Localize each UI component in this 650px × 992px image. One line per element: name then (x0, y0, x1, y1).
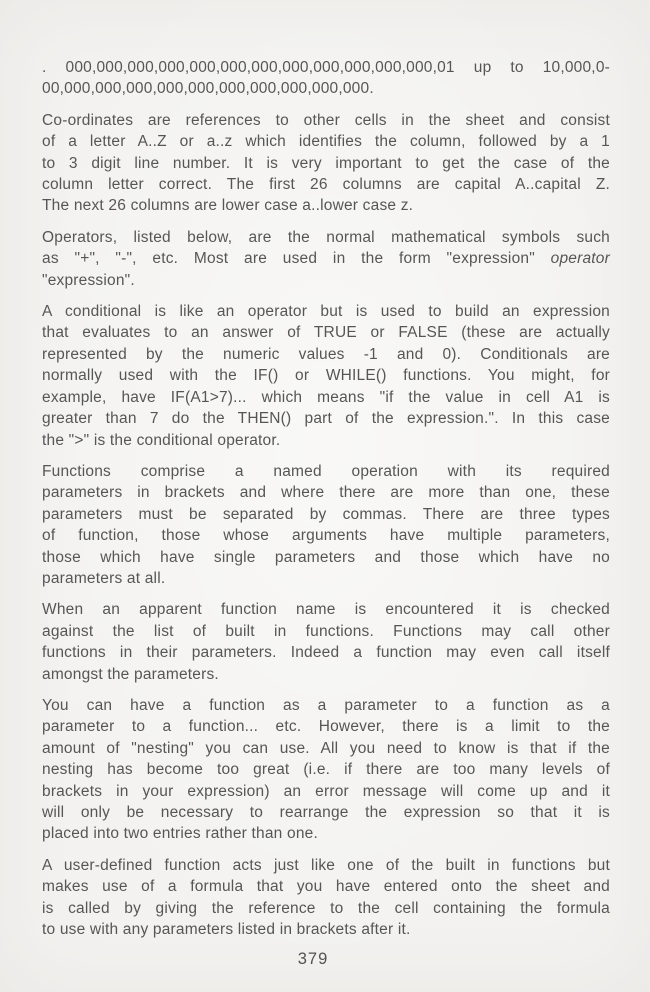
text-segment: amongst the parameters. (42, 665, 219, 683)
text-line (42, 78, 610, 99)
text-line (42, 823, 610, 844)
text-line (42, 387, 610, 408)
text-segment: of function, those whose arguments have multiple parameters, (42, 527, 610, 545)
text-segment: You can have a function as a parameter to a function as a (42, 696, 610, 714)
text-line (42, 738, 610, 759)
text-line (42, 195, 610, 216)
paragraph (42, 301, 610, 451)
text-segment: example, have IF(A1>7)... which means "if the value in cell A1 is (42, 388, 610, 406)
text-segment: placed into two entries rather than one. (42, 825, 318, 843)
text-segment: parameters at all. (42, 569, 166, 587)
text-segment: When an apparent function name is encountered it is checked (42, 601, 610, 619)
text-line (42, 110, 610, 131)
text-line (42, 344, 610, 365)
text-line (42, 759, 610, 780)
text-line (42, 525, 610, 546)
text-segment: against the list of built in functions. Functions may call other (42, 622, 610, 640)
text-segment: nesting has become too great (i.e. if there are too many levels of (42, 761, 610, 779)
text-line (42, 322, 610, 343)
text-segment: Co-ordinates are references to other cells in the sheet and consist (42, 111, 610, 129)
text-line (42, 248, 610, 269)
text-segment: of a letter A..Z or a..z which identifies the column, followed by a 1 (42, 133, 610, 151)
text-line (42, 898, 610, 919)
text-segment: as "+", "-", etc. Most are used in the form "expression" (42, 250, 551, 268)
paragraph (42, 599, 610, 685)
text-line (42, 301, 610, 322)
text-line (42, 599, 610, 620)
text-line (42, 153, 610, 174)
text-segment: greater than 7 do the THEN() part of the expression.". In this case (42, 410, 610, 428)
text-segment: brackets in your expression) an error message will come up and it (42, 782, 610, 800)
text-segment: parameters in brackets and where there are more than one, these (42, 484, 610, 502)
text-line (42, 461, 610, 482)
text-segment: to use with any parameters listed in brackets after it. (42, 921, 411, 939)
text-line (42, 695, 610, 716)
text-line (42, 547, 610, 568)
text-line (42, 855, 610, 876)
text-line (42, 270, 610, 291)
text-line (42, 642, 610, 663)
text-segment: the ">" is the conditional operator. (42, 431, 281, 449)
text-segment: "expression". (42, 271, 135, 289)
text-segment: normally used with the IF() or WHILE() functions. You might, for (42, 367, 610, 385)
text-segment: . 000,000,000,000,000,000,000,000,000,000,000,000,01 up to 10,000,0- (42, 59, 610, 76)
text-line (42, 131, 610, 152)
text-segment: is called by giving the reference to the cell containing the formula (42, 899, 610, 917)
text-line (42, 408, 610, 429)
paragraph (42, 461, 610, 589)
text-line (42, 174, 610, 195)
text-line (42, 876, 610, 897)
text-line (42, 482, 610, 503)
text-segment: makes use of a formula that you have entered onto the sheet and (42, 878, 610, 896)
text-segment: will only be necessary to rearrange the expression so that it is (42, 804, 610, 821)
text-line (42, 227, 610, 248)
page-number: 379 (297, 950, 329, 969)
text-line (42, 716, 610, 737)
text-line (42, 430, 610, 451)
text-segment: parameters must be separated by commas. There are three types (42, 505, 610, 523)
text-segment: those which have single parameters and those which have no (42, 548, 610, 566)
paragraph (42, 227, 610, 291)
text-segment: column letter correct. The first 26 columns are capital A..capital Z. (42, 176, 610, 194)
text-segment: parameter to a function... etc. However, there is a limit to the (42, 718, 610, 736)
text-segment: represented by the numeric values -1 and 0). Conditionals are (42, 345, 610, 363)
text-line (42, 57, 610, 78)
text-line (42, 664, 610, 685)
text-segment: functions in their parameters. Indeed a function may even call itself (42, 644, 610, 662)
text-segment: A user-defined function acts just like one of the built in functions but (42, 856, 610, 874)
text-segment: 00,000,000,000,000,000,000,000,000,000,000. (42, 80, 374, 98)
text-line (42, 919, 610, 940)
text-line (42, 504, 610, 525)
text-segment: The next 26 columns are lower case a..lower case z. (42, 197, 414, 215)
text-line (42, 621, 610, 642)
paragraph (42, 57, 610, 100)
paragraph (42, 110, 610, 217)
text-line (42, 802, 610, 823)
text-segment: amount of "nesting" you can use. All you need to know is that if the (42, 739, 610, 757)
text-segment: Operators, listed below, are the normal mathematical symbols such (42, 228, 610, 246)
italic-text-segment: operator (550, 250, 610, 268)
page-text-body (42, 57, 610, 940)
text-line (42, 365, 610, 386)
text-line (42, 781, 610, 802)
text-segment: A conditional is like an operator but is used to build an expression (42, 303, 610, 321)
text-segment: Functions comprise a named operation with its required (42, 462, 610, 480)
paragraph (42, 855, 610, 941)
text-line (42, 568, 610, 589)
text-segment: to 3 digit line number. It is very important to get the case of the (42, 154, 610, 172)
text-segment: that evaluates to an answer of TRUE or FALSE (these are actually (42, 324, 610, 342)
paragraph (42, 695, 610, 845)
